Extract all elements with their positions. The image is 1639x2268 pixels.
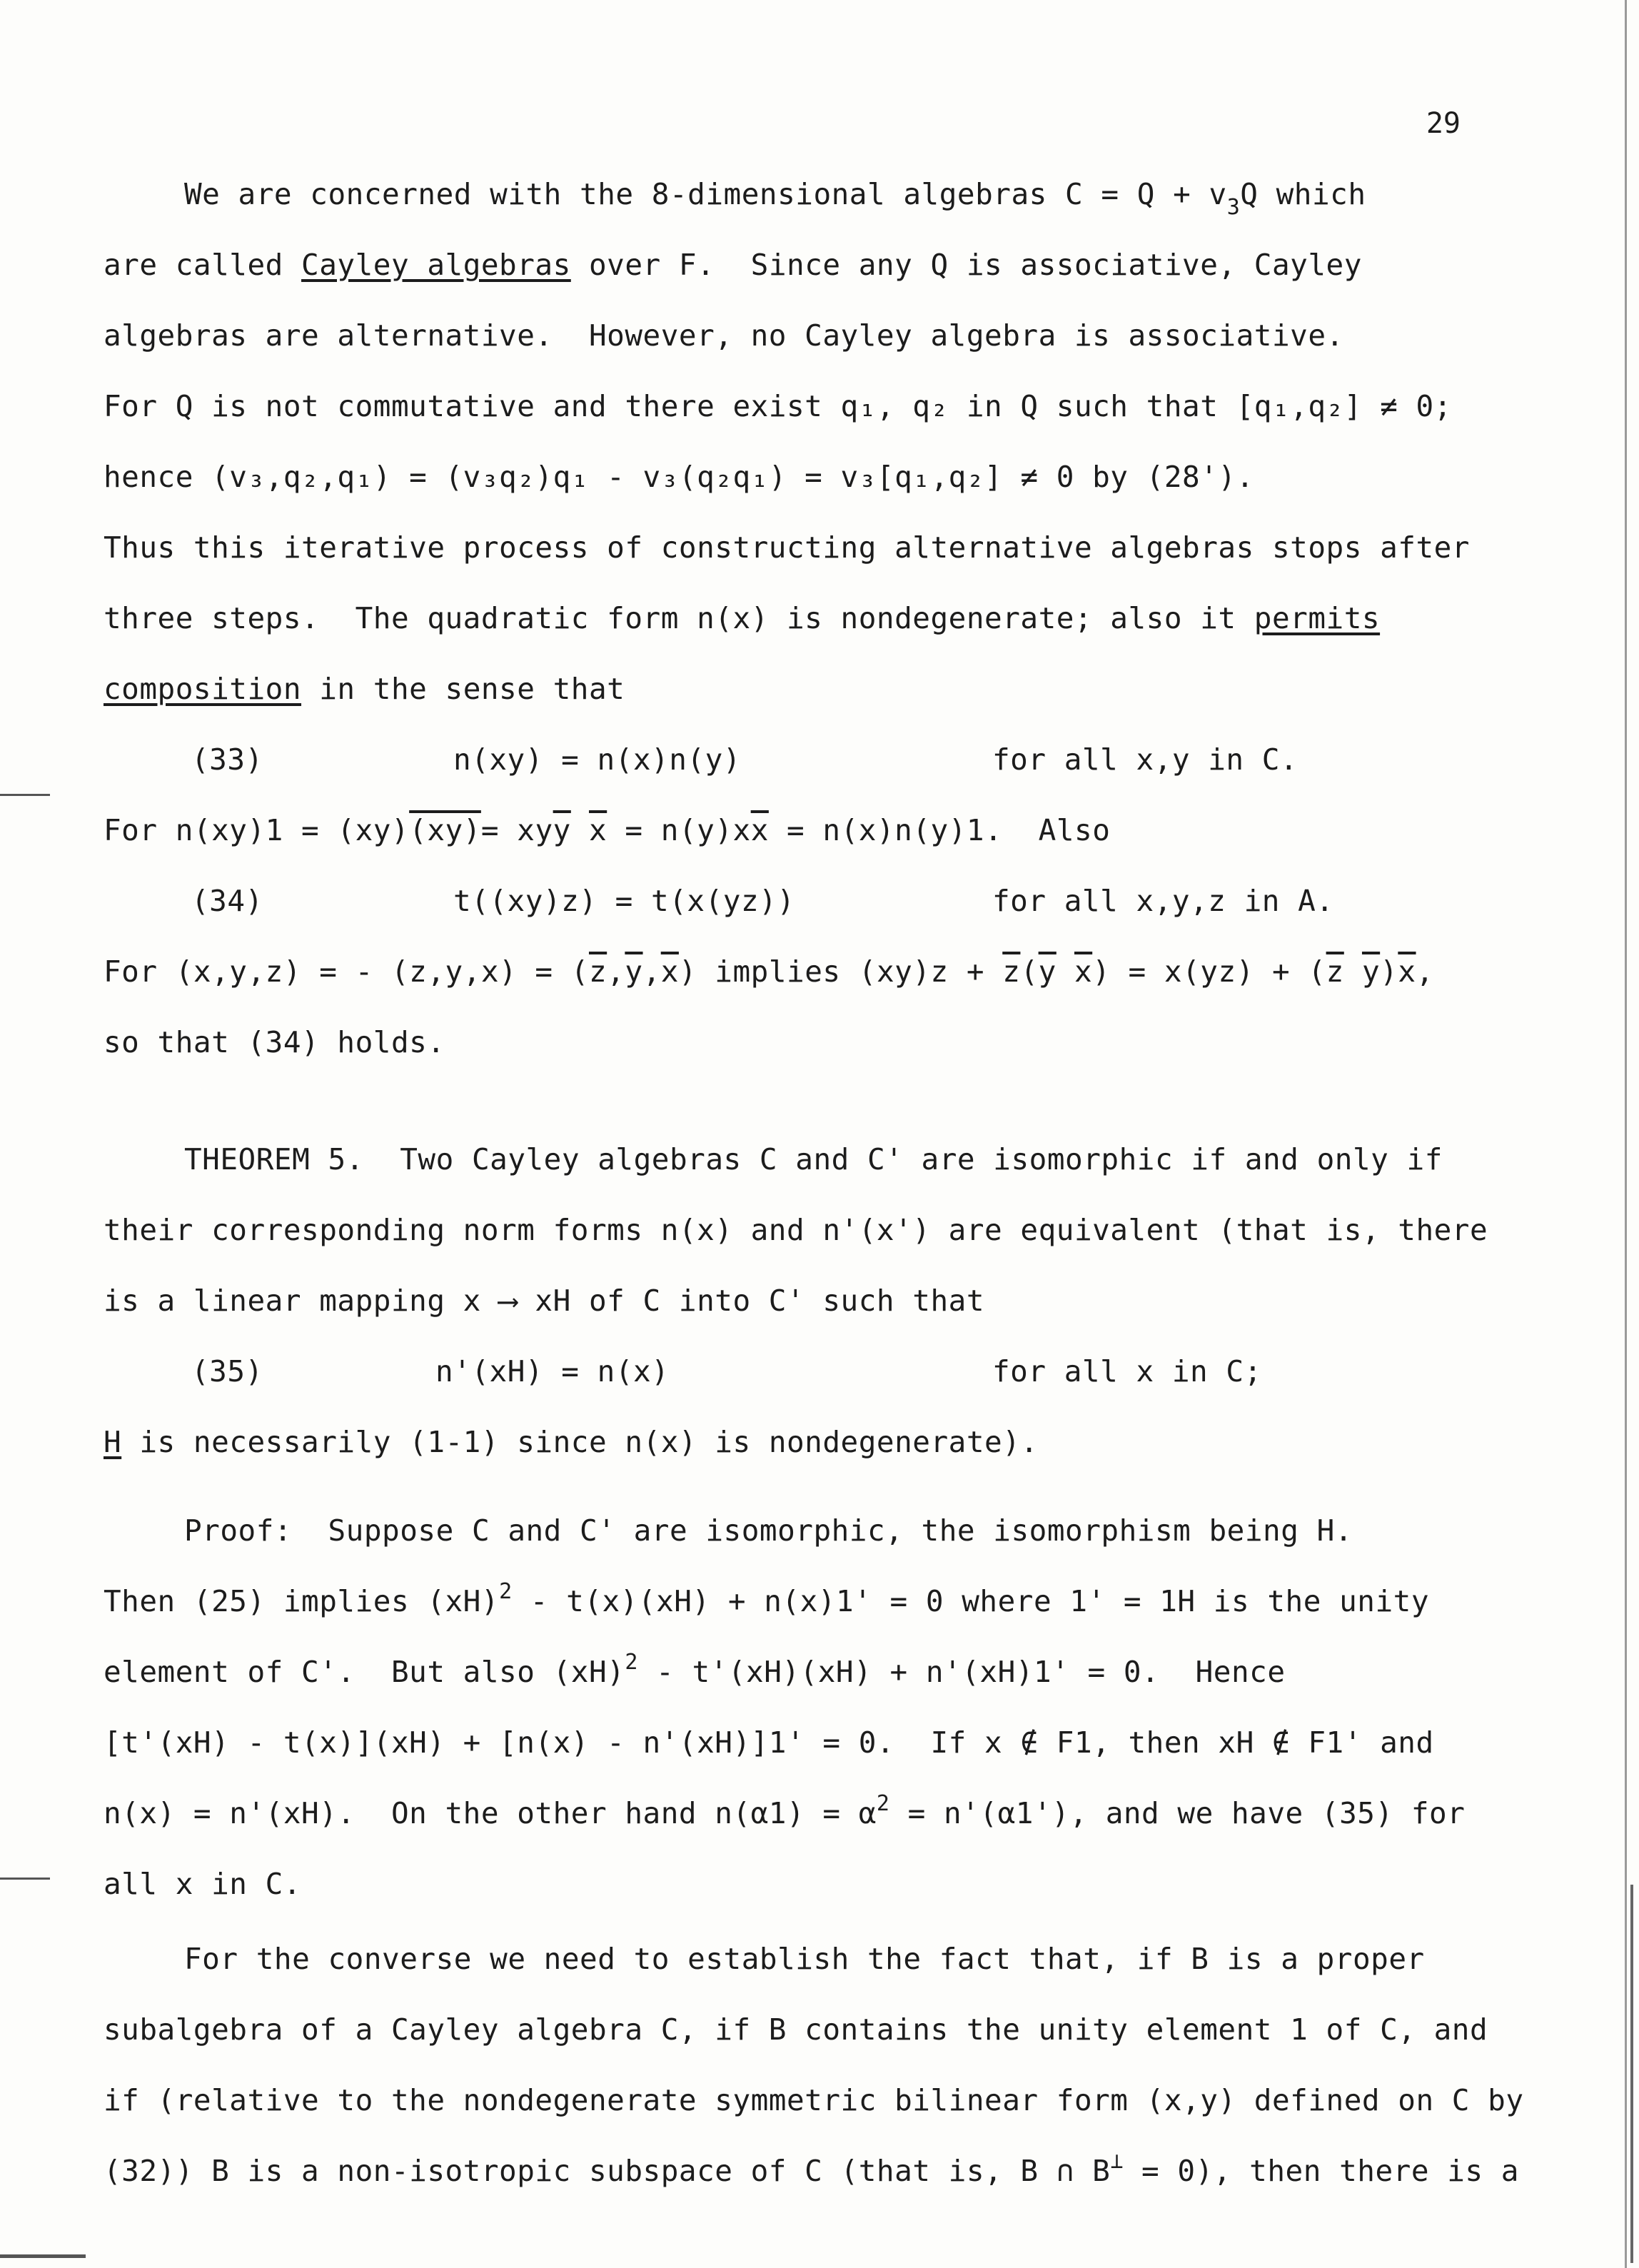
superscript: 2 [876,1791,890,1816]
text-segment: = xy [480,813,553,847]
text-segment: = n'(α1'), and we have (35) for [889,1796,1466,1830]
text-segment: Then (25) implies (xH) [104,1584,500,1618]
conjugate: $\overline{y}$ [625,954,643,989]
text-segment: , [607,954,625,989]
underlined-term: permits [1254,601,1381,635]
equation-34-condition: for all x,y,z in A. [992,884,1334,918]
text-segment: (32)) B is a non-isotropic subspace of C (that is, B ∩ B [104,2154,1111,2188]
proof-line-5 [104,1791,1466,1834]
text-segment: For n(xy)1 = (xy) [104,813,410,847]
theorem-line-3: is a linear mapping x ⟶ xH of C into C' such that [104,1284,985,1318]
text-segment [571,813,589,847]
text-segment: - t'(xH)(xH) + n'(xH)1' = 0. Hence [637,1655,1286,1689]
text-segment: are called [104,248,302,282]
superscript: 2 [625,1650,638,1675]
margin-mark [0,794,50,796]
text-segment: n(x) = n'(xH). On the other hand n(α1) = α [104,1796,877,1830]
text-segment: Q which [1240,177,1366,211]
equation-number-33: (33) [191,742,263,777]
text-line-6: Thus this iterative process of constructing alternative algebras stops after [104,530,1470,565]
conjugate: $\overline{z}$ [1326,954,1344,989]
text-line-3: algebras are alternative. However, no Cayley algebra is associative. [104,318,1344,353]
equation-number-34: (34) [191,884,263,918]
text-line-8 [104,672,625,706]
text-segment: , [1416,954,1434,989]
conjugate: $\overline{x}$ [1074,954,1093,989]
text-segment: ) = x(yz) + ( [1092,954,1326,989]
conjugate: $\overline{y}$ [1038,954,1056,989]
text-line-7 [104,601,1380,635]
proof-line-2 [104,1579,1430,1622]
superscript: 2 [499,1579,513,1604]
equation-number-35: (35) [191,1354,263,1388]
superscript: ⊥ [1110,2149,1124,2174]
proof-line-6: all x in C. [104,1867,302,1901]
text-segment: For (x,y,z) = - (z,y,x) = ( [104,954,589,989]
text-line-12 [104,954,1434,989]
converse-line-1: For the converse we need to establish the fact that, if B is a proper [184,1942,1425,1976]
scan-edge-marks [1630,1885,1633,2263]
text-segment: = 0), then there is a [1123,2154,1519,2188]
conjugate: $\overline{z}$ [588,954,607,989]
text-segment: is necessarily (1-1) since n(x) is nondegenerate). [121,1425,1039,1459]
text-segment: = n(x)n(y)1. Also [768,813,1111,847]
text-segment: We are concerned with the 8-dimensional algebras C = Q + v [184,177,1227,211]
scan-edge-line [1625,0,1627,2268]
margin-mark [0,1878,50,1880]
text-line-2 [104,248,1362,282]
converse-line-4 [104,2149,1519,2192]
text-line-5: hence (v₃,q₂,q₁) = (v₃q₂)q₁ - v₃(q₂q₁) = v₃[q₁,q₂] ≠ 0 by (28'). [104,460,1254,494]
conjugate: $\overline{y}$ [1361,954,1381,989]
proof-line-3 [104,1650,1286,1693]
proof-line-4: [t'(xH) - t(x)](xH) + [n(x) - n'(xH)]1' = 0. If x ∉ F1, then xH ∉ F1' and [104,1725,1434,1760]
conjugate: $\overline{x}$ [750,813,769,847]
text-segment: three steps. The quadratic form n(x) is nondegenerate; also it [104,601,1254,635]
conjugate: $\overline{x}$ [589,813,607,847]
equation-34: t((xy)z) = t(x(yz)) [453,884,795,918]
text-line-13: so that (34) holds. [104,1025,445,1059]
conjugate: $\overline{x}$ [1398,954,1416,989]
text-segment: ( [1020,954,1039,989]
text-segment: - t(x)(xH) + n(x)1' = 0 where 1' = 1H is the unity [512,1584,1430,1618]
proof-line-1: Proof: Suppose C and C' are isomorphic, the isomorphism being H. [184,1513,1353,1548]
text-line-1 [184,177,1366,220]
equation-33: n(xy) = n(x)n(y) [453,742,741,777]
text-segment: ) [1380,954,1398,989]
converse-line-3: if (relative to the nondegenerate symmetric bilinear form (x,y) defined on C by [104,2083,1524,2117]
equation-35-condition: for all x in C; [992,1354,1262,1388]
text-segment [1056,954,1074,989]
conjugate: $\overline{x}$ [660,954,679,989]
theorem-line-1: THEOREM 5. Two Cayley algebras C and C' are isomorphic if and only if [184,1142,1443,1176]
text-line-4: For Q is not commutative and there exist q₁, q₂ in Q such that [q₁,q₂] ≠ 0; [104,389,1452,423]
text-line-10 [104,813,1110,847]
text-segment: in the sense that [301,672,625,706]
conjugate: $\overline{y}$ [553,813,571,847]
underlined-term: Cayley algebras [301,248,571,282]
conjugate: (xy) [409,813,481,847]
equation-33-condition: for all x,y in C. [992,742,1298,777]
text-segment: element of C'. But also (xH) [104,1655,625,1689]
theorem-line-2: their corresponding norm forms n(x) and n'(x') are equivalent (that is, there [104,1213,1488,1247]
text-segment: , [642,954,661,989]
text-segment: ) implies (xy)z + [678,954,1003,989]
subscript: 3 [1226,195,1241,220]
equation-35: n'(xH) = n(x) [435,1354,670,1388]
text-segment [1344,954,1362,989]
conjugate: $\overline{z}$ [1002,954,1021,989]
converse-line-2: subalgebra of a Cayley algebra C, if B contains the unity element 1 of C, and [104,2012,1488,2047]
text-segment: over F. Since any Q is associative, Cayley [570,248,1362,282]
theorem-line-5 [104,1425,1039,1459]
text-segment: = n(y)x [607,813,751,847]
margin-mark [0,2254,86,2258]
underlined-symbol: H [104,1425,122,1459]
underlined-term: composition [104,672,302,706]
page-number: 29 [1426,107,1461,140]
